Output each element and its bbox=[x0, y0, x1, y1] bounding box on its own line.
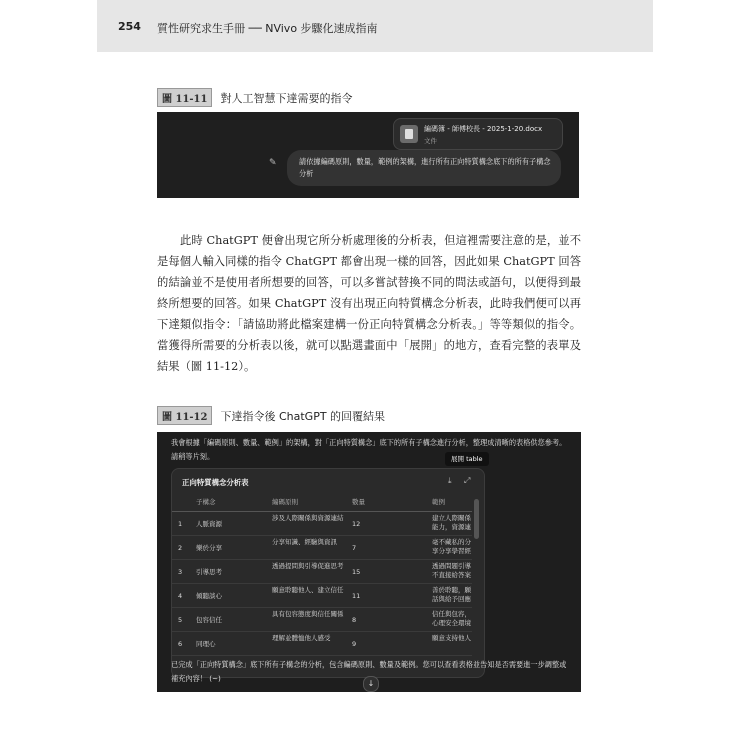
subconstruct-cell: 人脈資源 bbox=[196, 520, 222, 528]
body-paragraph: 此時 ChatGPT 便會出現它所分析處理後的分析表，但這裡需要注意的是，並不是每個人輸入同樣的指令 ChatGPT 都會出現一樣的回答，因此如果 ChatGPT 回答的結論並不是使用者所想要的回答，可以多嘗試替換不同的問法或語句，以便得到最終所想要的回答。如果 ChatGPT 沒有出現正向特質構念分析表，此時我們便可以再下達類似指令：「請協助將此檔案建構一份正向特質構念分析表。」等等類似的指令。當獲得所需要的分析表以後，就可以點選畫面中「展開」的地方，查看完整的表單及結果（圖 11-12）。 bbox=[157, 234, 581, 373]
table-row bbox=[172, 536, 472, 560]
example-cell: 善於聆聽，願話與給予回應 bbox=[432, 586, 471, 603]
row-index: 2 bbox=[178, 544, 183, 552]
edit-pencil-icon[interactable]: ✎ bbox=[269, 158, 277, 168]
figure-caption: 對人工智慧下達需要的指令 bbox=[220, 91, 353, 105]
table-scrollbar[interactable] bbox=[474, 499, 479, 539]
principle-cell: 具有包容態度與信任關係 bbox=[272, 610, 344, 618]
example-cell: 願意支持他人 bbox=[432, 634, 471, 642]
row-index: 5 bbox=[178, 616, 183, 624]
example-cell: 信任與包容，心理安全環境 bbox=[432, 610, 471, 627]
subconstruct-cell: 傾聽談心 bbox=[196, 592, 222, 600]
column-header: 範例 bbox=[432, 498, 445, 506]
count-cell: 11 bbox=[352, 592, 361, 600]
figure-number: 圖 11-12 bbox=[157, 406, 212, 425]
principle-cell: 願意聆聽他人、建立信任 bbox=[272, 586, 344, 594]
attached-file-card[interactable] bbox=[393, 118, 563, 150]
row-index: 6 bbox=[178, 640, 183, 648]
download-icon[interactable]: ⤓ bbox=[448, 476, 452, 485]
analysis-table bbox=[172, 493, 472, 656]
row-index: 4 bbox=[178, 592, 183, 600]
file-name: 編碼簿 - 師傅校長 - 2025-1-20.docx bbox=[424, 125, 543, 133]
expand-icon[interactable]: ⤢ bbox=[464, 476, 471, 485]
row-index: 3 bbox=[178, 568, 183, 576]
example-cell: 建立人際關係能力，資源連 bbox=[432, 514, 471, 531]
count-cell: 15 bbox=[352, 568, 361, 576]
table-row bbox=[172, 512, 472, 536]
column-header: 編碼原則 bbox=[272, 498, 298, 506]
figure-number: 圖 11-11 bbox=[157, 88, 212, 107]
assistant-outro-text: 已完成「正向特質構念」底下所有子構念的分析，包含編碼原則、數量及範例。您可以查看表格並告知是否需要進一步調整或補充內容！ (~) bbox=[171, 660, 567, 683]
example-cell: 透過問題引導不直接給答案 bbox=[432, 562, 471, 579]
figure-caption: 下達指令後 ChatGPT 的回覆結果 bbox=[220, 409, 386, 423]
expand-table-tooltip: 展開 table bbox=[445, 452, 489, 466]
scroll-down-arrow-icon[interactable]: ↓ bbox=[363, 676, 379, 692]
example-cell: 毫不藏私的分享分享學習經 bbox=[432, 538, 471, 555]
table-header-row bbox=[172, 493, 472, 512]
table-title: 正向特質構念分析表 bbox=[182, 478, 249, 487]
figure-11-12-screenshot bbox=[157, 432, 581, 692]
table-row bbox=[172, 584, 472, 608]
count-cell: 7 bbox=[352, 544, 357, 552]
page-number: 254 bbox=[118, 20, 141, 33]
column-header: 數量 bbox=[352, 498, 365, 506]
principle-cell: 涉及人際關係與資源連結 bbox=[272, 514, 344, 522]
figure-11-11-label bbox=[157, 88, 352, 107]
figure-11-12-label bbox=[157, 406, 385, 425]
document-icon bbox=[400, 125, 418, 143]
user-prompt-text: 請依據編碼原則，數量，範例的架構，進行所有正向特質構念底下的所有子構念分析 bbox=[299, 157, 551, 178]
principle-cell: 透過提問與引導促進思考 bbox=[272, 562, 344, 570]
analysis-table-panel bbox=[171, 468, 485, 678]
table-row bbox=[172, 608, 472, 632]
count-cell: 9 bbox=[352, 640, 357, 648]
row-index: 1 bbox=[178, 520, 183, 528]
principle-cell: 分享知識、經驗與資訊 bbox=[272, 538, 337, 546]
count-cell: 8 bbox=[352, 616, 357, 624]
file-type: 文件 bbox=[424, 137, 437, 145]
subconstruct-cell: 引導思考 bbox=[196, 568, 222, 576]
subconstruct-cell: 包容信任 bbox=[196, 616, 222, 624]
table-row bbox=[172, 632, 472, 656]
running-title: 質性研究求生手冊 ── NVivo 步驟化速成指南 bbox=[157, 22, 378, 35]
figure-11-11-screenshot bbox=[157, 112, 579, 198]
subconstruct-cell: 同理心 bbox=[196, 640, 216, 648]
count-cell: 12 bbox=[352, 520, 361, 528]
table-row bbox=[172, 560, 472, 584]
subconstruct-cell: 樂於分享 bbox=[196, 544, 222, 552]
assistant-intro-text: 我會根據「編碼原則、數量、範例」的架構，對「正向特質構念」底下的所有子構念進行分析，整理成清晰的表格供您參考。請稍等片刻。 bbox=[171, 438, 567, 461]
principle-cell: 理解並體恤他人感受 bbox=[272, 634, 331, 642]
column-header: 子構念 bbox=[196, 498, 216, 506]
user-prompt-bubble bbox=[287, 150, 561, 186]
